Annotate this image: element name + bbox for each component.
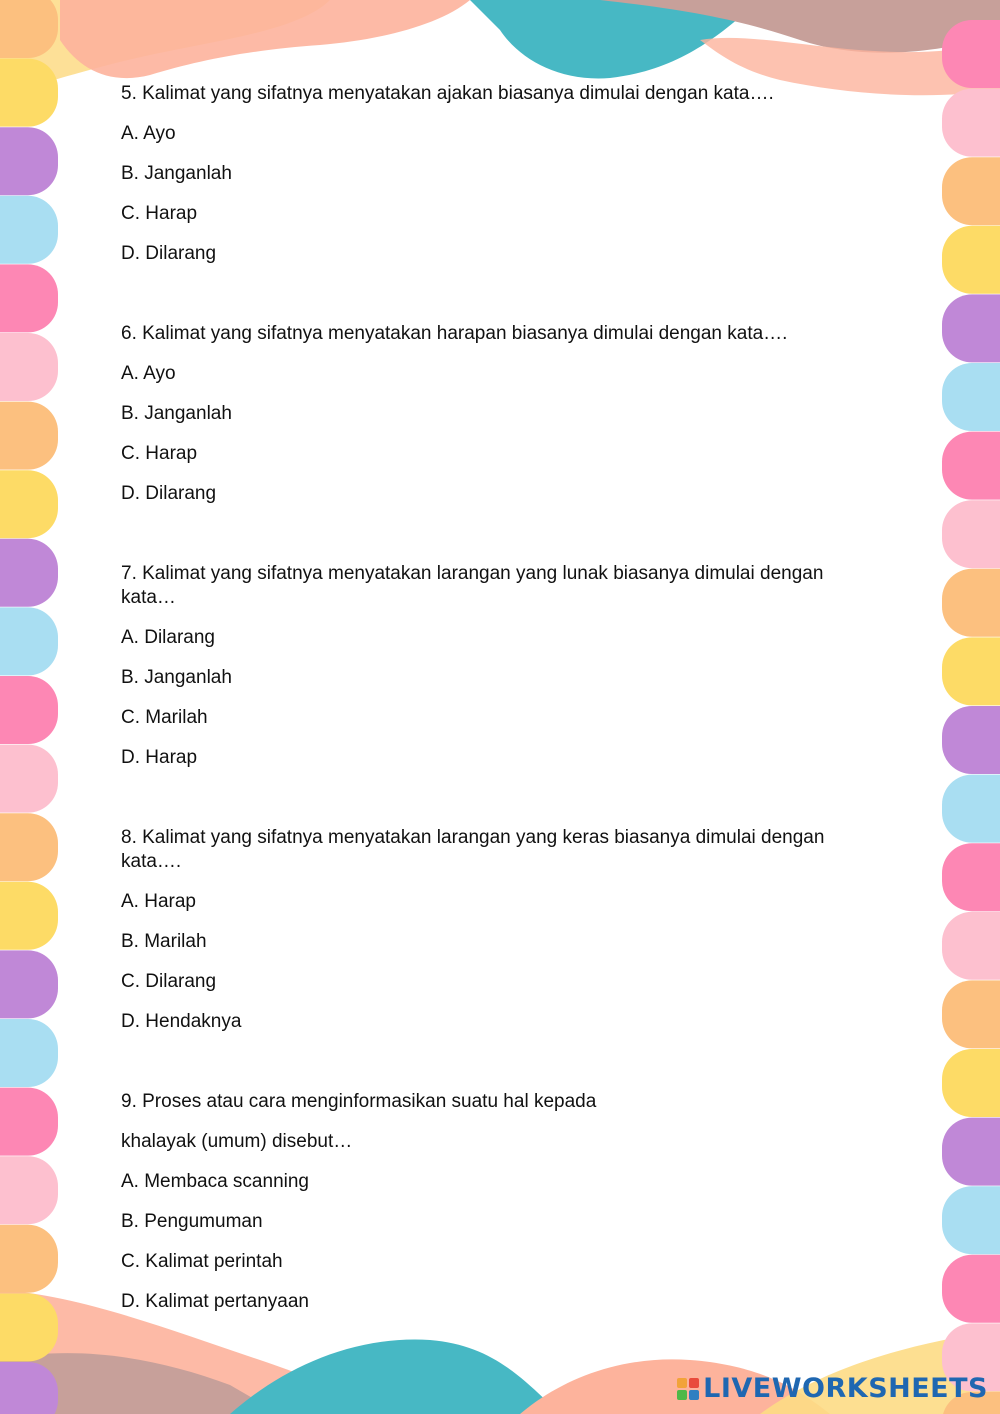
answer-option[interactable]: D. Hendaknya xyxy=(121,1011,242,1032)
pill-shape xyxy=(942,226,1000,294)
liveworksheets-logo xyxy=(677,1373,988,1404)
pill-shape xyxy=(942,980,1000,1048)
pill-shape xyxy=(0,402,58,470)
answer-option[interactable]: C. Harap xyxy=(121,443,198,464)
answer-option[interactable]: D. Dilarang xyxy=(121,243,217,264)
pill-shape xyxy=(942,20,1000,88)
pill-shape xyxy=(0,1225,58,1293)
answer-options xyxy=(121,890,881,1034)
pill-shape xyxy=(0,813,58,881)
question-line: 8. Kalimat yang sifatnya menyatakan larangan yang keras biasanya dimulai dengan xyxy=(121,827,825,848)
pill-shape xyxy=(942,1186,1000,1254)
pill-shape xyxy=(942,500,1000,568)
answer-options xyxy=(121,626,881,770)
pill-shape xyxy=(942,843,1000,911)
answer-option[interactable]: C. Dilarang xyxy=(121,971,217,992)
answer-option[interactable]: A. Ayo xyxy=(121,123,176,144)
answer-option[interactable]: A. Dilarang xyxy=(121,627,215,648)
question-text xyxy=(121,562,881,610)
answer-options xyxy=(121,122,881,266)
pill-shape xyxy=(942,637,1000,705)
answer-option[interactable]: A. Harap xyxy=(121,891,196,912)
question-line: 9. Proses atau cara menginformasikan suatu hal kepada xyxy=(121,1091,597,1112)
worksheet-content xyxy=(121,82,881,1330)
question-line: kata…. xyxy=(121,851,182,872)
pill-shape xyxy=(0,1088,58,1156)
pill-shape xyxy=(0,882,58,950)
pill-shape xyxy=(942,775,1000,843)
pill-shape xyxy=(0,470,58,538)
pill-shape xyxy=(942,912,1000,980)
pill-shape xyxy=(0,950,58,1018)
pill-shape xyxy=(0,607,58,675)
pill-shape xyxy=(942,569,1000,637)
question-line: 5. Kalimat yang sifatnya menyatakan ajakan biasanya dimulai dengan kata…. xyxy=(121,83,774,104)
answer-option[interactable]: B. Janganlah xyxy=(121,163,232,184)
answer-option[interactable]: D. Harap xyxy=(121,747,198,768)
answer-option[interactable]: C. Harap xyxy=(121,203,198,224)
question-text xyxy=(121,322,881,346)
pill-shape xyxy=(0,264,58,332)
pill-shape xyxy=(0,745,58,813)
question-text xyxy=(121,1090,881,1154)
pill-shape xyxy=(0,539,58,607)
pill-shape xyxy=(0,1019,58,1087)
liveworksheets-logo-icon xyxy=(677,1378,699,1400)
right-pill-column xyxy=(942,20,1000,1414)
question-line: khalayak (umum) disebut… xyxy=(121,1131,353,1152)
pill-shape xyxy=(942,1049,1000,1117)
pill-shape xyxy=(942,294,1000,362)
pill-shape xyxy=(942,1118,1000,1186)
pill-shape xyxy=(942,706,1000,774)
question-block xyxy=(121,1090,881,1314)
answer-options xyxy=(121,1170,881,1314)
pill-shape xyxy=(942,432,1000,500)
pill-shape xyxy=(942,1255,1000,1323)
question-block xyxy=(121,826,881,1034)
answer-options xyxy=(121,362,881,506)
pill-shape xyxy=(0,59,58,127)
pill-shape xyxy=(0,1156,58,1224)
logo-text: LIVEWORKSHEETS xyxy=(703,1373,988,1404)
answer-option[interactable]: C. Kalimat perintah xyxy=(121,1251,283,1272)
answer-option[interactable]: C. Marilah xyxy=(121,707,208,728)
question-block xyxy=(121,82,881,266)
answer-option[interactable]: A. Membaca scanning xyxy=(121,1171,309,1192)
answer-option[interactable]: B. Janganlah xyxy=(121,403,232,424)
answer-option[interactable]: A. Ayo xyxy=(121,363,176,384)
pill-shape xyxy=(942,363,1000,431)
question-line: 6. Kalimat yang sifatnya menyatakan harapan biasanya dimulai dengan kata…. xyxy=(121,323,788,344)
answer-option[interactable]: B. Pengumuman xyxy=(121,1211,263,1232)
question-block xyxy=(121,562,881,770)
answer-option[interactable]: D. Dilarang xyxy=(121,483,217,504)
question-text xyxy=(121,826,881,874)
question-text xyxy=(121,82,881,106)
pill-shape xyxy=(0,1293,58,1361)
pill-shape xyxy=(0,196,58,264)
left-pill-column xyxy=(0,0,58,1414)
question-line: 7. Kalimat yang sifatnya menyatakan larangan yang lunak biasanya dimulai dengan xyxy=(121,563,824,584)
answer-option[interactable]: B. Marilah xyxy=(121,931,207,952)
answer-option[interactable]: B. Janganlah xyxy=(121,667,232,688)
top-wave-peach xyxy=(60,0,470,78)
pill-shape xyxy=(942,157,1000,225)
question-line: kata… xyxy=(121,587,176,608)
pill-shape xyxy=(942,89,1000,157)
pill-shape xyxy=(0,676,58,744)
pill-shape xyxy=(0,127,58,195)
question-block xyxy=(121,322,881,506)
pill-shape xyxy=(0,333,58,401)
answer-option[interactable]: D. Kalimat pertanyaan xyxy=(121,1291,309,1312)
